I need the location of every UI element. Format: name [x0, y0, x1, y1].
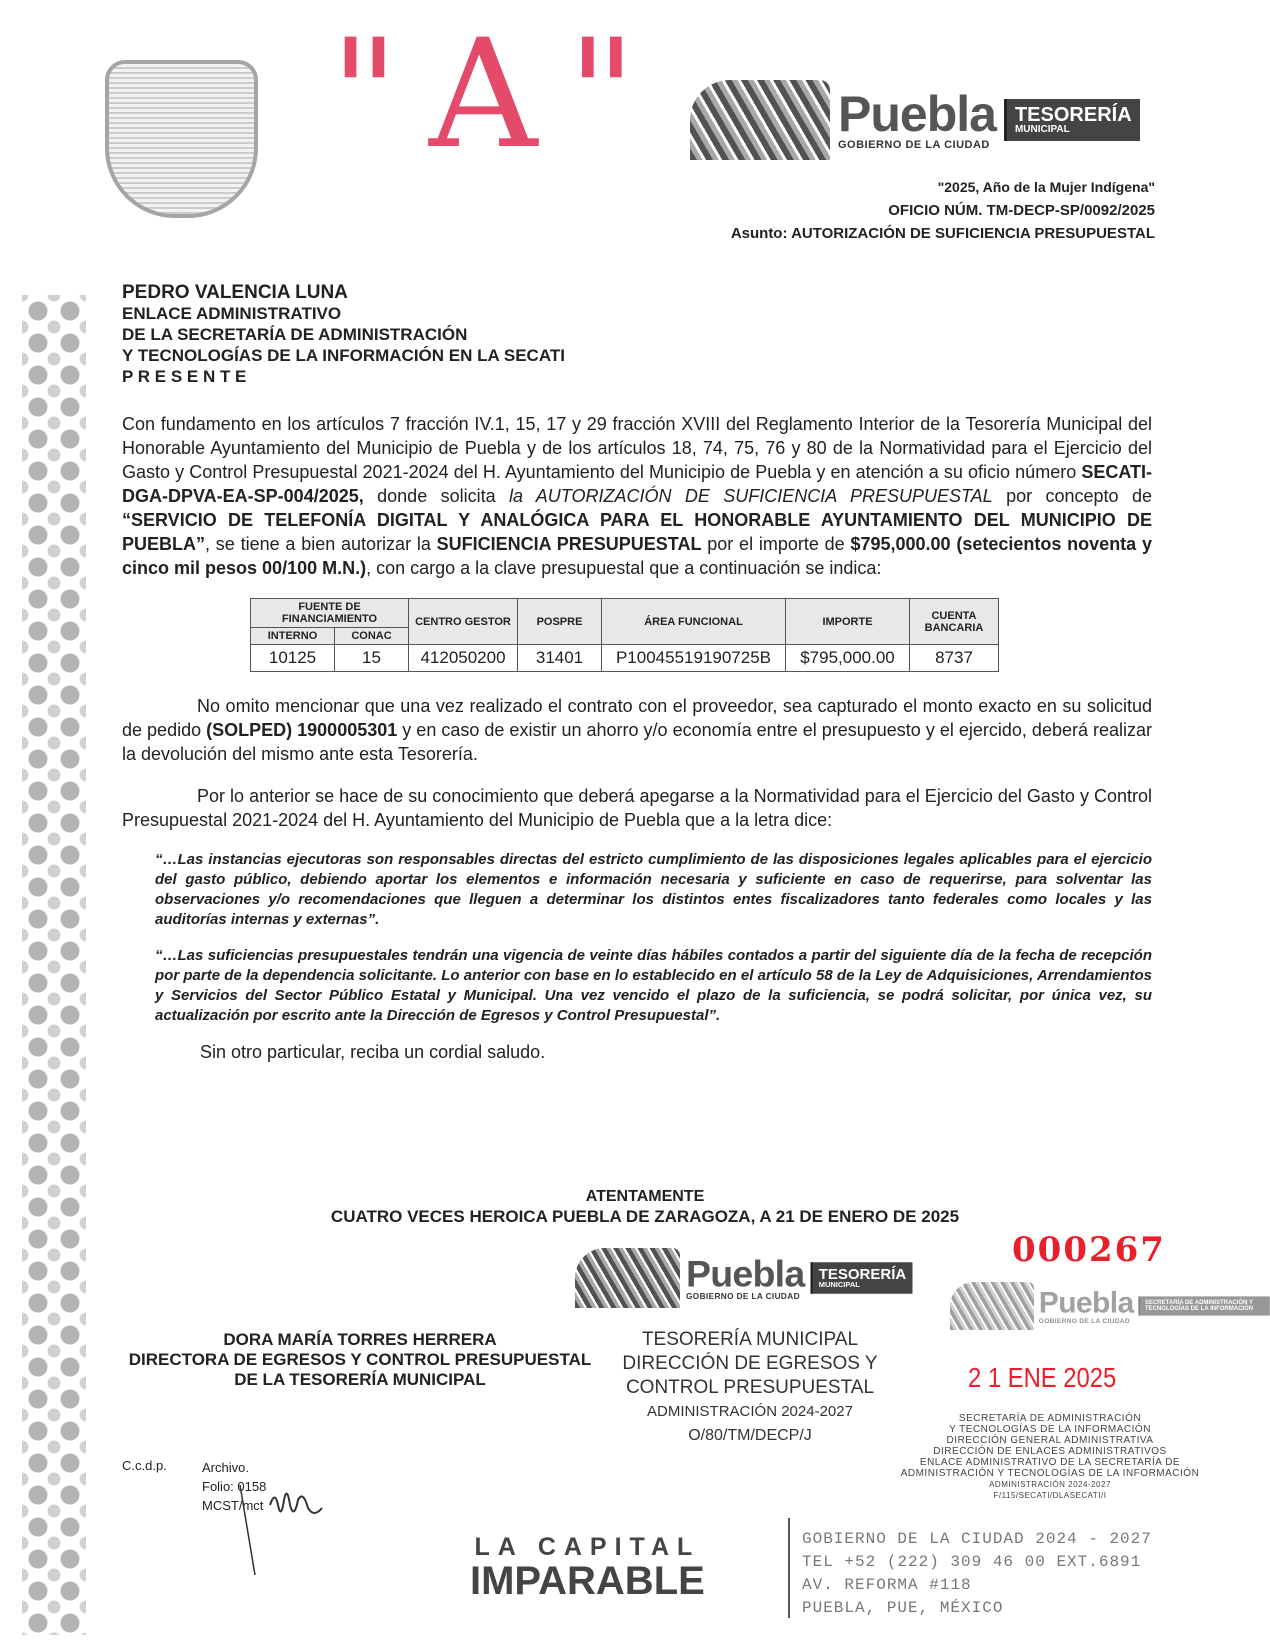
year-motto: "2025, Año de la Mujer Indígena": [937, 179, 1155, 195]
header-cuenta: CUENTA BANCARIA: [910, 599, 999, 645]
cell-pospre: 31401: [518, 645, 602, 672]
recipient-line: P R E S E N T E: [122, 367, 247, 386]
table-row: [251, 645, 999, 672]
paragraph-normatividad: Por lo anterior se hace de su conocimiento que deberá apegarse a la Normatividad para el Ejercicio del Gasto y Control Presupuestal 2021-2024 del H. Ayuntamiento del Municipio de Puebla que a la letra dice:: [122, 786, 1152, 830]
logo-sub: GOBIERNO DE LA CIUDAD: [838, 139, 990, 151]
signature-heading: [300, 1187, 990, 1227]
city-emblem-icon: [950, 1282, 1034, 1330]
decorative-border: [22, 295, 86, 1635]
paragraph-authorization: Con fundamento en los artículos 7 fracción IV.1, 15, 17 y 29 fracción XVIII del Reglamento Interior de la Tesorería Municipal del Honorable Ayuntamiento del Municipio de Puebla y de los artículos 18, 74, 75, 76 y 80 de la Normatividad para el Ejercicio del Gasto y Control Presupuestal 2021-2024 del H. Ayuntamiento del Municipio de Puebla y en atención a su oficio número SECATI-DGA-DPVA-EA-SP-004/2025, donde solicita la AUTORIZACIÓN DE SUFICIENCIA PRESUPUESTAL por concepto de “SERVICIO DE TELEFONÍA DIGITAL Y ANALÓGICA PARA EL HONORABLE AYUNTAMIENTO DEL MUNICIPIO DE PUEBLA”, se tiene a bien autorizar la SUFICIENCIA PRESUPUESTAL por el importe de $795,000.00 (setecientos noventa y cinco mil pesos 00/100 M.N.), con cargo a la clave presupuestal que a continuación se indica:: [122, 414, 1152, 578]
subject: Asunto: AUTORIZACIÓN DE SUFICIENCIA PRESUPUESTAL: [730, 225, 1155, 242]
city-emblem-icon: [690, 80, 830, 160]
received-stamp-line: DIRECCIÓN GENERAL ADMINISTRATIVA: [946, 1435, 1154, 1446]
header-conac: CONAC: [335, 628, 409, 645]
received-stamp-line: ENLACE ADMINISTRATIVO DE LA SECRETARÍA DE: [919, 1457, 1181, 1468]
header-pospre: POSPRE: [518, 599, 602, 645]
ccp-block: Archivo. Folio: 0158 MCST/mct: [202, 1460, 267, 1513]
received-stamp-line: DIRECCIÓN DE ENLACES ADMINISTRATIVOS: [933, 1446, 1167, 1457]
quote-responsabilidad: “…Las instancias ejecutoras son responsables directas del estricto cumplimiento de las disposiciones legales aplicables para el ejercicio del gasto público, debiendo aportar los elementos e información necesaria y suficiente en caso de requerirse, para solventar las observaciones y/o recomendaciones que lleguen a determinar los distintos entes fiscalizadores tanto federales como locales y las auditorías internas y externas”.: [155, 851, 1152, 928]
folio-stamp: 000267: [1012, 1230, 1166, 1270]
oficio-number: OFICIO NÚM. TM-DECP-SP/0092/2025: [888, 202, 1155, 219]
recipient-name: PEDRO VALENCIA LUNA: [122, 282, 348, 303]
footer-divider: [788, 1518, 790, 1618]
signatory-name: DORA MARÍA TORRES HERRERA: [223, 1330, 497, 1349]
cell-area: P10045519190725B: [602, 645, 786, 672]
signatory-title: DE LA TESORERÍA MUNICIPAL: [234, 1370, 486, 1389]
secati-stamp-logo: Puebla GOBIERNO DE LA CIUDAD SECRETARÍA DE ADMINISTRACIÓN Y TECNOLOGÍAS DE LA INFORMACIÓN: [950, 1282, 1270, 1330]
header-centro-gestor: CENTRO GESTOR: [409, 599, 518, 645]
received-stamp-line: Y TECNOLOGÍAS DE LA INFORMACIÓN: [949, 1424, 1151, 1435]
header-area-funcional: ÁREA FUNCIONAL: [602, 599, 786, 645]
city-seal-logo: [105, 60, 258, 218]
cell-centro: 412050200: [409, 645, 518, 672]
logo-city: Puebla: [838, 86, 996, 142]
quote-vigencia: “…Las suficiencias presupuestales tendrán una vigencia de veinte días hábiles contados a partir del siguiente día de la fecha de recepción por parte de la dependencia solicitante. Lo anterior con base en lo establecido en el artículo 58 de la Ley de Adquisiciones, Arrendamientos y Servicios del Sector Público Estatal y Municipal. Una vez vencido el plazo de la suficiencia, se podrá solicitar, por única vez, su actualización por escrito ante la Dirección de Egresos y Control Presupuestal”.: [155, 947, 1152, 1024]
signatory-title: DIRECTORA DE EGRESOS Y CONTROL PRESUPUESTAL: [128, 1350, 592, 1369]
closing-greeting: Sin otro particular, reciba un cordial saludo.: [200, 1042, 546, 1062]
recipient-line: Y TECNOLOGÍAS DE LA INFORMACIÓN EN LA SECATI: [122, 346, 565, 365]
header-importe: IMPORTE: [786, 599, 910, 645]
received-date-stamp: 2 1 ENE 2025: [968, 1362, 1117, 1393]
puebla-tesoreria-logo: [690, 80, 1140, 160]
handwritten-mark: "A": [330, 8, 667, 182]
received-stamp-text: [890, 1413, 1210, 1501]
received-stamp-line: ADMINISTRACIÓN 2024-2027: [989, 1480, 1111, 1489]
footer-address: GOBIERNO DE LA CIUDAD 2024 - 2027 TEL +52 (222) 309 46 00 EXT.6891 AV. REFORMA #118 PUEBLA, PUE, MÉXICO: [802, 1530, 1152, 1617]
header-interno: INTERNO: [251, 628, 335, 645]
tesoreria-stamp: TESORERÍA MUNICIPAL DIRECCIÓN DE EGRESOS Y CONTROL PRESUPUESTAL ADMINISTRACIÓN 2024-2027 O/80/TM/DECP/J: [622, 1329, 878, 1444]
logo-dept: TESORERÍA MUNICIPAL: [1004, 99, 1140, 141]
header-fuente: FUENTE DE FINANCIAMIENTO: [251, 599, 409, 628]
budget-key-table: [250, 598, 999, 672]
cell-conac: 15: [335, 645, 409, 672]
document-header: [731, 176, 1155, 245]
city-emblem-icon: [575, 1248, 680, 1308]
letter-body: [122, 412, 1152, 1063]
signatory: [110, 1330, 610, 1390]
cell-importe: $795,000.00: [786, 645, 910, 672]
received-stamp-line: ADMINISTRACIÓN Y TECNOLOGÍAS DE LA INFORMACIÓN: [900, 1468, 1200, 1479]
recipient-line: DE LA SECRETARÍA DE ADMINISTRACIÓN: [122, 325, 468, 344]
cell-cuenta: 8737: [910, 645, 999, 672]
received-stamp-line: SECRETARÍA DE ADMINISTRACIÓN: [958, 1413, 1142, 1424]
recipient-block: [122, 282, 565, 387]
place-date: CUATRO VECES HEROICA PUEBLA DE ZARAGOZA, A 21 DE ENERO DE 2025: [330, 1207, 960, 1226]
recipient-line: ENLACE ADMINISTRATIVO: [122, 304, 342, 323]
received-stamp-line: F/115/SECATI/DLASECATI/I: [993, 1491, 1107, 1500]
slogan-logo: LA CAPITAL IMPARABLE: [470, 1533, 705, 1603]
tesoreria-stamp-logo: Puebla GOBIERNO DE LA CIUDAD TESORERÍA MUNICIPAL: [575, 1248, 912, 1308]
atentamente: ATENTAMENTE: [585, 1188, 705, 1205]
handwritten-initials: [210, 1480, 340, 1580]
cell-interno: 10125: [251, 645, 335, 672]
paragraph-solped: No omito mencionar que una vez realizado el contrato con el proveedor, sea capturado el monto exacto en su solicitud de pedido (SOLPED) 1900005301 y en caso de existir un ahorro y/o economía entre el presupuesto y el ejercido, deberá realizar la devolución del mismo ante esta Tesorería.: [122, 696, 1153, 764]
ccp-label: C.c.d.p.: [122, 1458, 167, 1473]
